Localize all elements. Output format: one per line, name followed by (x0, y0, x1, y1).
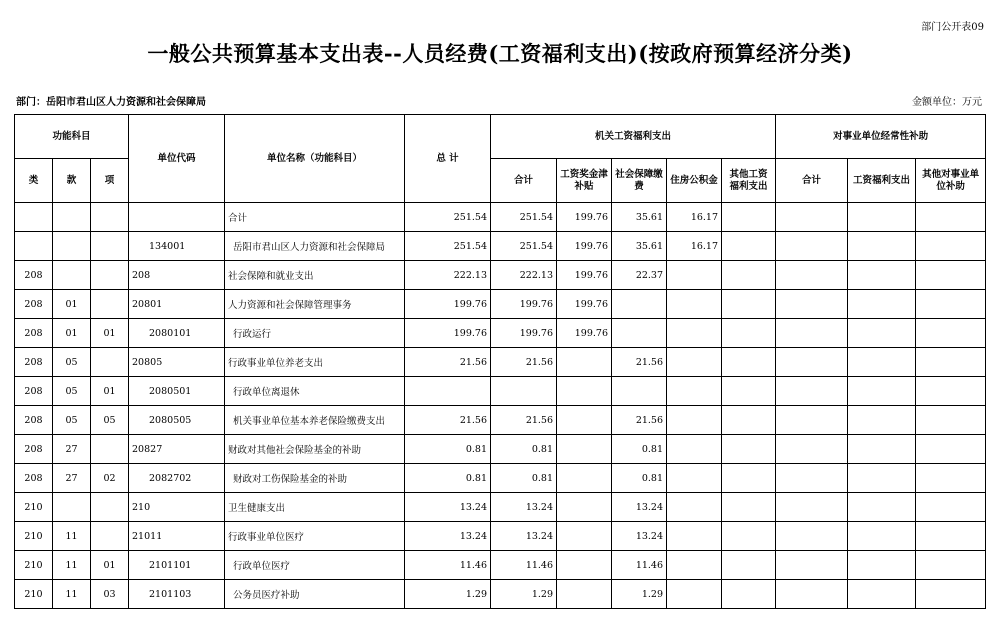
cell-total: 199.76 (405, 319, 491, 348)
cell-b-other (916, 406, 986, 435)
table-row (15, 290, 986, 319)
cell-code: 2080501 (129, 377, 225, 406)
cell-b-other (916, 377, 986, 406)
cell-code: 20801 (129, 290, 225, 319)
cell-name: 行政运行 (225, 319, 405, 348)
cell-b-total (776, 435, 848, 464)
cell-a-other (722, 232, 776, 261)
cell-a-other (722, 261, 776, 290)
cell-b-total (776, 406, 848, 435)
table-row (15, 377, 986, 406)
cell-a-other (722, 203, 776, 232)
table-row (15, 493, 986, 522)
cell-a-housing: 16.17 (667, 232, 722, 261)
cell-total (405, 377, 491, 406)
cell-b-total (776, 203, 848, 232)
cell-kuan: 11 (53, 580, 91, 609)
header-a-salary: 工资奖金津补贴 (557, 159, 612, 203)
cell-code: 2101101 (129, 551, 225, 580)
cell-a-social: 13.24 (612, 493, 667, 522)
cell-a-salary (557, 522, 612, 551)
cell-a-social: 1.29 (612, 580, 667, 609)
cell-kuan (53, 493, 91, 522)
form-number: 部门公开表09 (921, 22, 984, 33)
cell-code: 20805 (129, 348, 225, 377)
header-lei: 类 (15, 159, 53, 203)
department-label: 部门：岳阳市君山区人力资源和社会保障局 (16, 97, 206, 108)
cell-b-welfare (848, 493, 916, 522)
cell-kuan (53, 261, 91, 290)
cell-b-welfare (848, 377, 916, 406)
cell-b-welfare (848, 464, 916, 493)
cell-a-social: 35.61 (612, 203, 667, 232)
cell-a-other (722, 290, 776, 319)
cell-b-welfare (848, 319, 916, 348)
cell-a-salary: 199.76 (557, 319, 612, 348)
cell-a-other (722, 493, 776, 522)
cell-a-housing (667, 580, 722, 609)
cell-b-other (916, 464, 986, 493)
cell-a-other (722, 522, 776, 551)
cell-name: 公务员医疗补助 (225, 580, 405, 609)
cell-b-total (776, 580, 848, 609)
cell-b-total (776, 261, 848, 290)
header-b-total: 合计 (776, 159, 848, 203)
cell-a-housing (667, 319, 722, 348)
cell-xiang (91, 232, 129, 261)
cell-b-other (916, 435, 986, 464)
cell-b-total (776, 232, 848, 261)
cell-name: 行政事业单位医疗 (225, 522, 405, 551)
table-row (15, 406, 986, 435)
cell-b-total (776, 290, 848, 319)
cell-a-housing (667, 464, 722, 493)
cell-a-other (722, 377, 776, 406)
cell-xiang (91, 435, 129, 464)
table-row (15, 580, 986, 609)
cell-b-welfare (848, 522, 916, 551)
header-a-total: 合计 (491, 159, 557, 203)
cell-a-social: 0.81 (612, 464, 667, 493)
cell-total: 21.56 (405, 406, 491, 435)
table-row (15, 348, 986, 377)
cell-a-total (491, 377, 557, 406)
cell-b-total (776, 319, 848, 348)
cell-a-total: 21.56 (491, 406, 557, 435)
cell-name: 行政事业单位养老支出 (225, 348, 405, 377)
cell-xiang: 01 (91, 377, 129, 406)
header-b-other: 其他对事业单位补助 (916, 159, 986, 203)
expenditure-table (14, 114, 986, 609)
cell-kuan: 05 (53, 377, 91, 406)
cell-lei: 208 (15, 319, 53, 348)
cell-a-social: 0.81 (612, 435, 667, 464)
cell-a-total: 0.81 (491, 435, 557, 464)
cell-a-total: 13.24 (491, 493, 557, 522)
cell-code: 2080505 (129, 406, 225, 435)
cell-a-social: 22.37 (612, 261, 667, 290)
cell-code: 21011 (129, 522, 225, 551)
cell-b-other (916, 522, 986, 551)
cell-a-total: 199.76 (491, 290, 557, 319)
table-row (15, 464, 986, 493)
cell-a-salary (557, 406, 612, 435)
header-func-subject: 功能科目 (15, 115, 129, 159)
cell-a-housing (667, 290, 722, 319)
table-row (15, 232, 986, 261)
cell-lei: 208 (15, 290, 53, 319)
cell-lei: 208 (15, 377, 53, 406)
cell-b-other (916, 580, 986, 609)
cell-a-total: 1.29 (491, 580, 557, 609)
cell-b-total (776, 522, 848, 551)
cell-kuan (53, 232, 91, 261)
cell-total: 1.29 (405, 580, 491, 609)
cell-b-other (916, 493, 986, 522)
cell-xiang (91, 522, 129, 551)
cell-code: 208 (129, 261, 225, 290)
cell-a-total: 21.56 (491, 348, 557, 377)
cell-a-total: 251.54 (491, 232, 557, 261)
cell-b-other (916, 232, 986, 261)
cell-xiang (91, 290, 129, 319)
cell-a-other (722, 464, 776, 493)
cell-a-total: 251.54 (491, 203, 557, 232)
cell-a-social (612, 290, 667, 319)
page-title: 一般公共预算基本支出表--人员经费(工资福利支出)(按政府预算经济分类) (147, 41, 853, 66)
cell-a-other (722, 580, 776, 609)
cell-lei (15, 203, 53, 232)
cell-code: 210 (129, 493, 225, 522)
cell-b-welfare (848, 348, 916, 377)
table-row (15, 319, 986, 348)
cell-b-other (916, 261, 986, 290)
cell-a-salary (557, 348, 612, 377)
table-row (15, 522, 986, 551)
cell-code (129, 203, 225, 232)
cell-a-total: 13.24 (491, 522, 557, 551)
cell-total: 251.54 (405, 203, 491, 232)
cell-b-welfare (848, 232, 916, 261)
cell-a-salary: 199.76 (557, 232, 612, 261)
cell-b-welfare (848, 580, 916, 609)
table-row (15, 261, 986, 290)
cell-a-housing (667, 522, 722, 551)
header-a-housing: 住房公积金 (667, 159, 722, 203)
cell-kuan (53, 203, 91, 232)
cell-a-total: 11.46 (491, 551, 557, 580)
table-row (15, 203, 986, 232)
cell-a-housing (667, 406, 722, 435)
cell-xiang: 01 (91, 319, 129, 348)
cell-name: 行政单位离退休 (225, 377, 405, 406)
cell-a-housing (667, 493, 722, 522)
cell-b-total (776, 464, 848, 493)
header-a-other: 其他工资福利支出 (722, 159, 776, 203)
cell-a-housing: 16.17 (667, 203, 722, 232)
cell-a-social: 21.56 (612, 348, 667, 377)
cell-total: 21.56 (405, 348, 491, 377)
amount-unit-label: 金额单位：万元 (912, 97, 982, 108)
cell-name: 岳阳市君山区人力资源和社会保障局 (225, 232, 405, 261)
cell-b-other (916, 319, 986, 348)
cell-total: 13.24 (405, 493, 491, 522)
cell-a-housing (667, 377, 722, 406)
cell-name: 财政对工伤保险基金的补助 (225, 464, 405, 493)
cell-xiang: 05 (91, 406, 129, 435)
cell-name: 人力资源和社会保障管理事务 (225, 290, 405, 319)
cell-code: 2082702 (129, 464, 225, 493)
cell-a-other (722, 435, 776, 464)
cell-lei: 210 (15, 522, 53, 551)
cell-b-welfare (848, 261, 916, 290)
cell-a-other (722, 406, 776, 435)
cell-a-housing (667, 261, 722, 290)
cell-a-social (612, 319, 667, 348)
cell-code: 2080101 (129, 319, 225, 348)
cell-code: 20827 (129, 435, 225, 464)
cell-b-other (916, 203, 986, 232)
cell-xiang (91, 493, 129, 522)
cell-a-total: 0.81 (491, 464, 557, 493)
cell-a-housing (667, 551, 722, 580)
cell-b-other (916, 551, 986, 580)
cell-a-salary: 199.76 (557, 261, 612, 290)
cell-a-salary (557, 580, 612, 609)
cell-lei: 208 (15, 464, 53, 493)
cell-lei: 210 (15, 580, 53, 609)
cell-kuan: 11 (53, 551, 91, 580)
cell-a-salary: 199.76 (557, 290, 612, 319)
cell-name: 机关事业单位基本养老保险缴费支出 (225, 406, 405, 435)
cell-a-salary: 199.76 (557, 203, 612, 232)
cell-a-social: 35.61 (612, 232, 667, 261)
cell-a-social: 21.56 (612, 406, 667, 435)
cell-a-housing (667, 348, 722, 377)
cell-total: 199.76 (405, 290, 491, 319)
table-row (15, 551, 986, 580)
cell-name: 合计 (225, 203, 405, 232)
cell-a-total: 222.13 (491, 261, 557, 290)
cell-xiang: 02 (91, 464, 129, 493)
cell-lei: 208 (15, 348, 53, 377)
cell-kuan: 27 (53, 464, 91, 493)
cell-name: 财政对其他社会保险基金的补助 (225, 435, 405, 464)
cell-total: 11.46 (405, 551, 491, 580)
table-row (15, 435, 986, 464)
cell-b-other (916, 348, 986, 377)
cell-b-welfare (848, 203, 916, 232)
cell-xiang (91, 261, 129, 290)
cell-a-salary (557, 551, 612, 580)
cell-b-total (776, 493, 848, 522)
cell-code: 2101103 (129, 580, 225, 609)
cell-a-housing (667, 435, 722, 464)
cell-a-salary (557, 464, 612, 493)
header-group-b: 对事业单位经常性补助 (776, 115, 986, 159)
cell-lei: 208 (15, 406, 53, 435)
cell-total: 222.13 (405, 261, 491, 290)
cell-a-salary (557, 377, 612, 406)
cell-lei: 210 (15, 551, 53, 580)
header-b-welfare: 工资福利支出 (848, 159, 916, 203)
cell-b-other (916, 290, 986, 319)
cell-a-social: 11.46 (612, 551, 667, 580)
cell-a-other (722, 319, 776, 348)
table-body (15, 203, 986, 609)
cell-a-other (722, 551, 776, 580)
cell-name: 社会保障和就业支出 (225, 261, 405, 290)
cell-lei: 210 (15, 493, 53, 522)
cell-a-total: 199.76 (491, 319, 557, 348)
cell-kuan: 01 (53, 290, 91, 319)
cell-kuan: 05 (53, 348, 91, 377)
cell-b-total (776, 551, 848, 580)
cell-xiang (91, 203, 129, 232)
cell-a-social (612, 377, 667, 406)
cell-code: 134001 (129, 232, 225, 261)
cell-lei (15, 232, 53, 261)
cell-total: 0.81 (405, 464, 491, 493)
header-kuan: 款 (53, 159, 91, 203)
cell-name: 卫生健康支出 (225, 493, 405, 522)
cell-b-welfare (848, 290, 916, 319)
cell-name: 行政单位医疗 (225, 551, 405, 580)
cell-lei: 208 (15, 435, 53, 464)
cell-kuan: 27 (53, 435, 91, 464)
cell-total: 13.24 (405, 522, 491, 551)
cell-b-welfare (848, 435, 916, 464)
cell-kuan: 01 (53, 319, 91, 348)
header-total: 总 计 (405, 115, 491, 203)
cell-b-total (776, 348, 848, 377)
cell-b-welfare (848, 406, 916, 435)
cell-kuan: 11 (53, 522, 91, 551)
cell-a-social: 13.24 (612, 522, 667, 551)
cell-xiang: 01 (91, 551, 129, 580)
cell-xiang: 03 (91, 580, 129, 609)
header-unit-code: 单位代码 (129, 115, 225, 203)
cell-a-salary (557, 493, 612, 522)
cell-kuan: 05 (53, 406, 91, 435)
cell-b-total (776, 377, 848, 406)
cell-b-welfare (848, 551, 916, 580)
header-xiang: 项 (91, 159, 129, 203)
cell-lei: 208 (15, 261, 53, 290)
cell-total: 0.81 (405, 435, 491, 464)
cell-xiang (91, 348, 129, 377)
header-unit-name: 单位名称（功能科目） (225, 115, 405, 203)
header-a-social: 社会保障缴费 (612, 159, 667, 203)
header-group-a: 机关工资福利支出 (491, 115, 776, 159)
cell-total: 251.54 (405, 232, 491, 261)
cell-a-other (722, 348, 776, 377)
cell-a-salary (557, 435, 612, 464)
